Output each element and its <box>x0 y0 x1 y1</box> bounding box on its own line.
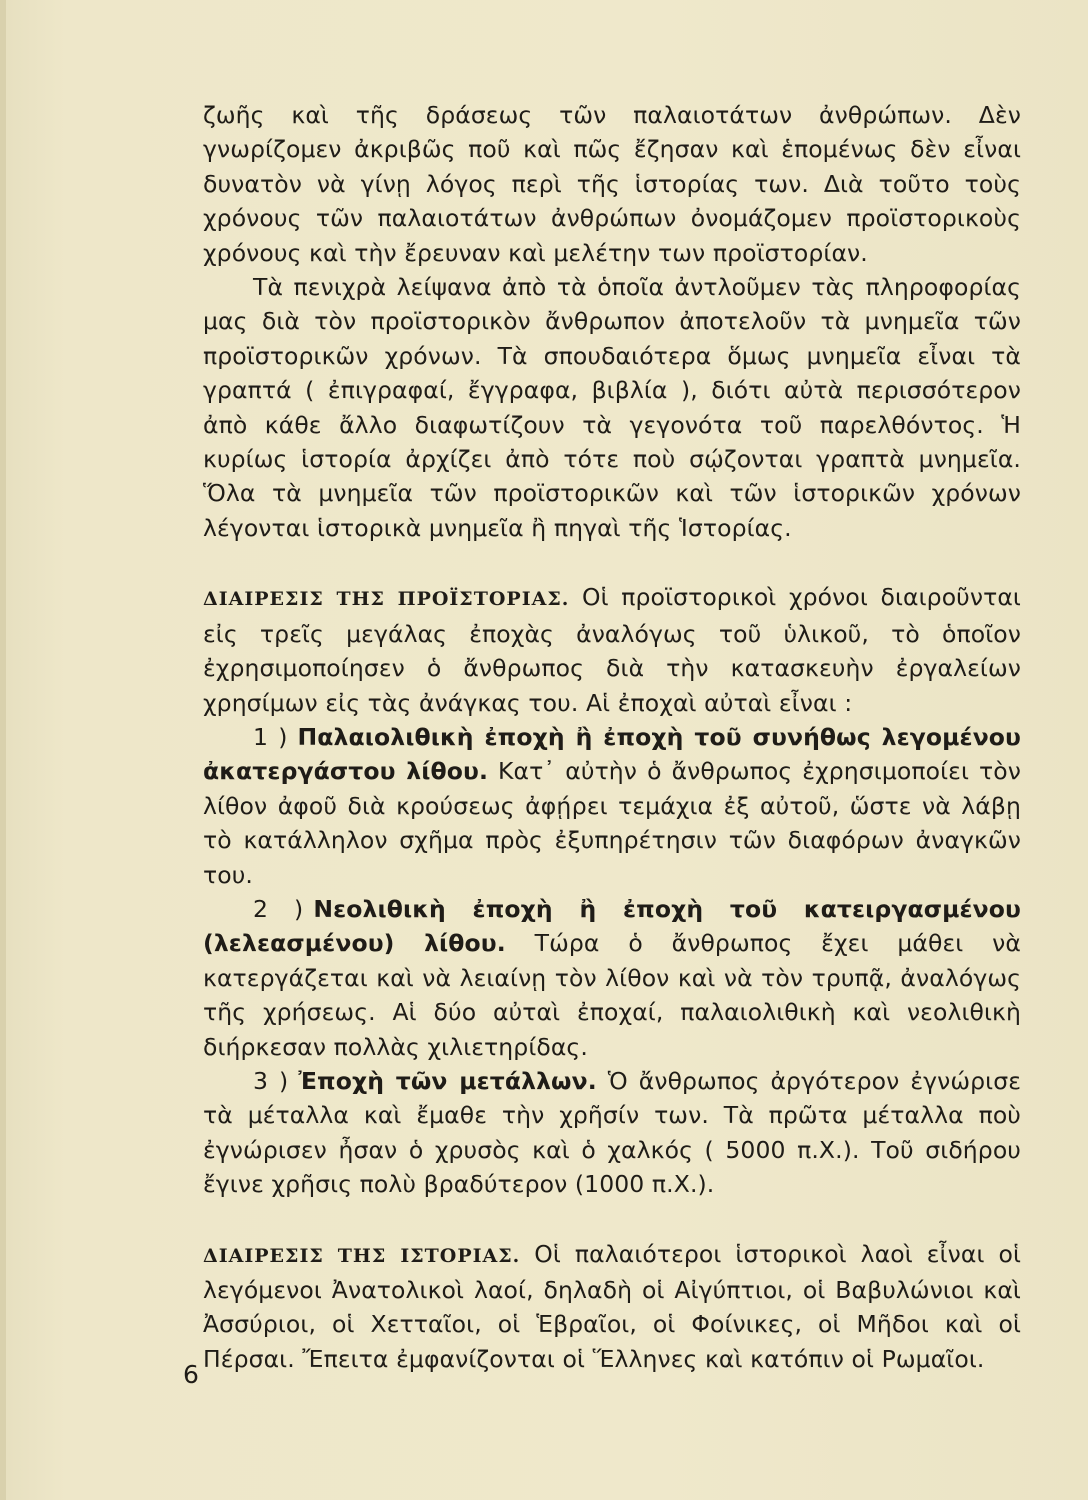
epoch-item-1 <box>203 720 1021 892</box>
section-gap <box>203 545 1021 580</box>
page-body <box>203 98 1021 1376</box>
page-edge <box>0 0 6 1500</box>
epoch-item-text: Κατ᾽ αὐτὴν ὁ ἄνθρωπος ἐχρησιμοποίει τὸν λίθον ἀφοῦ διὰ κρούσεως ἀφῄρει τεμάχια ἐξ αὐτοῦ, ὥστε νὰ λάβῃ τὸ κατάλληλον σχῆμα πρὸς ἐξυπηρέτησιν τῶν διαφόρων ἀναγκῶν του. <box>203 757 1021 889</box>
epoch-item-number: 3 ) <box>253 1066 289 1095</box>
epoch-item-title: Παλαιολιθικὴ ἐποχὴ ἢ ἐποχὴ τοῦ συνήθως λεγομένου ἀκατεργάστου λίθου. <box>203 722 1022 786</box>
sources-paragraph: Τὰ πενιχρὰ λείψανα ἀπὸ τὰ ὁποῖα ἀντλοῦμεν τὰς πληροφορίας μας διὰ τὸν προϊστορικὸν ἄνθρωπον ἀποτελοῦν τὰ μνημεῖα τῶν προϊστορικῶν χρόνων. Τὰ σπουδαιότερα ὅμως μνημεῖα εἶναι τὰ γραπτά ( ἐπιγραφαί, ἔγγραφα, βιβλία ), διότι αὐτὰ περισσότερον ἀπὸ κάθε ἄλλο διαφωτίζουν τὰ γεγονότα τοῦ παρελθόντος. Ἡ κυρίως ἱστορία ἀρχίζει ἀπὸ τότε ποὺ σῴζονται γραπτὰ μνημεῖα. Ὅλα τὰ μνημεῖα τῶν προϊστορικῶν καὶ τῶν ἱστορικῶν χρόνων λέγονται ἱστορικὰ μνημεῖα ἢ πηγαὶ τῆς Ἱστορίας. <box>203 273 1021 542</box>
epoch-item-text: Τώρα ὁ ἄνθρωπος ἔχει μάθει νὰ κατεργάζεται καὶ νὰ λειαίνῃ τὸν λίθον καὶ νὰ τὸν τρυπᾷ, ἀναλόγως τῆς χρήσεως. Αἱ δύο αὐταὶ ἐποχαί, παλαιολιθικὴ καὶ νεολιθικὴ διήρκεσαν πολλὰς χιλιετηρίδας. <box>203 929 1021 1061</box>
section-gap <box>203 1202 1021 1237</box>
prehistory-text: Οἱ προϊστορικοὶ χρόνοι διαιροῦνται εἰς τρεῖς μεγάλας ἐποχὰς ἀναλόγως τοῦ ὑλικοῦ, τὸ ὁποῖον ἐχρησιμοποίησεν ὁ ἄνθρωπος διὰ τὴν κατασκευὴν ἐργαλείων χρησίμων εἰς τὰς ἀνάγκας του. Αἱ ἐποχαὶ αὐταὶ εἶναι : <box>203 583 1021 717</box>
prehistory-heading: ΔΙΑΙΡΕΣΙΣ ΤΗΣ ΠΡΟΪΣΤΟΡΙΑΣ. <box>203 588 570 611</box>
epoch-item-3 <box>203 1064 1021 1202</box>
history-text: Οἱ παλαιότεροι ἱστορικοὶ λαοὶ εἶναι οἱ λεγόμενοι Ἀνατολικοὶ λαοί, δηλαδὴ οἱ Αἰγύπτιοι, οἱ Βαβυλώνιοι καὶ Ἀσσύριοι, οἱ Χετταῖοι, οἱ Ἑβραῖοι, οἱ Φοίνικες, οἱ Μῆδοι καὶ οἱ Πέρσαι. Ἔπειτα ἐμφανίζονται οἱ Ἕλληνες καὶ κατόπιν οἱ Ρωμαῖοι. <box>203 1239 1021 1373</box>
epoch-item-text: Ὁ ἄνθρωπος ἀργότερον ἐγνώρισε τὰ μέταλλα καὶ ἔμαθε τὴν χρῆσίν των. Τὰ πρῶτα μέταλλα ποὺ ἐγνώρισεν ἦσαν ὁ χρυσὸς καὶ ὁ χαλκός ( 5000 π.Χ.). Τοῦ σιδήρου ἔγινε χρῆσις πολὺ βραδύτερον (1000 π.Χ.). <box>203 1066 1022 1199</box>
epoch-item-number: 1 ) <box>253 722 288 751</box>
epoch-item-title: Νεολιθικὴ ἐποχὴ ἢ ἐποχὴ τοῦ κατειργασμένου (λελεασμένου) λίθου. <box>203 894 1022 958</box>
epoch-item-2 <box>203 892 1021 1064</box>
prehistory-section <box>203 580 1021 720</box>
epoch-item-number: 2 ) <box>253 894 304 923</box>
epoch-item-title: Ἐποχὴ τῶν μετάλλων. <box>298 1066 597 1095</box>
history-heading: ΔΙΑΙΡΕΣΙΣ ΤΗΣ ΙΣΤΟΡΙΑΣ. <box>203 1244 521 1267</box>
page-number: 6 <box>183 1360 199 1389</box>
history-section <box>203 1237 1021 1377</box>
intro-paragraph: ζωῆς καὶ τῆς δράσεως τῶν παλαιοτάτων ἀνθρώπων. Δὲν γνωρίζομεν ἀκριβῶς ποῦ καὶ πῶς ἔζησαν καὶ ἑπομένως δὲν εἶναι δυνατὸν νὰ γίνῃ λόγος περὶ τῆς ἱστορίας των. Διὰ τοῦτο τοὺς χρόνους τῶν παλαιοτάτων ἀνθρώπων ὀνομάζομεν προϊστορικοὺς χρόνους καὶ τὴν ἔρευναν καὶ μελέτην των προϊστορίαν. <box>203 101 1021 267</box>
